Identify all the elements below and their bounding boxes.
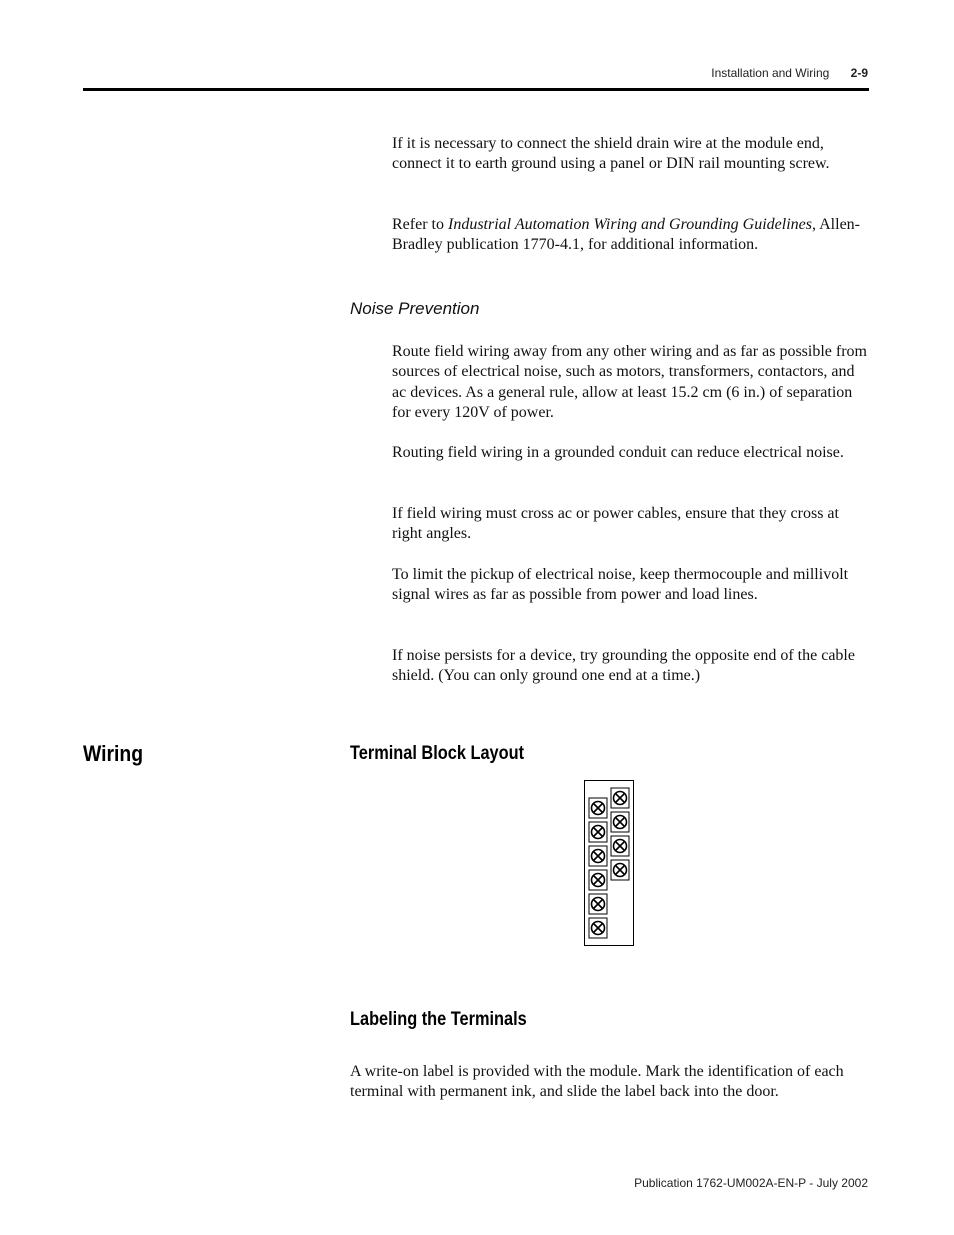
header-page-number: 2-9 (850, 66, 868, 80)
terminal-screw-left-5 (589, 894, 607, 914)
noise-paragraph-5: If noise persists for a device, try grounding the opposite end of the cable shield. (You can only ground one end at a time.) (392, 647, 855, 685)
header-section-title: Installation and Wiring (711, 66, 830, 80)
terminal-screw-right-2 (611, 812, 629, 832)
labeling-paragraph: A write-on label is provided with the module. Mark the identification of each terminal with permanent ink, and slide the label back into the door. (350, 1063, 844, 1101)
noise-paragraph-2: Routing field wiring in a grounded conduit can reduce electrical noise. (392, 444, 844, 461)
wiring-section-title: Wiring (83, 741, 144, 766)
header-rule (83, 88, 869, 91)
terminal-screw-right-1 (611, 788, 629, 808)
terminal-screw-left-4 (589, 870, 607, 890)
page-footer: Publication 1762-UM002A-EN-P - July 2002 (634, 1176, 868, 1190)
noise-paragraph-4: To limit the pickup of electrical noise, keep thermocouple and millivolt signal wires as far as possible from power and load lines. (392, 566, 849, 604)
terminal-screw-left-1 (589, 798, 607, 818)
publication-title-link: Industrial Automation Wiring and Grounding Guidelines (447, 216, 812, 233)
shield-paragraph-1: If it is necessary to connect the shield drain wire at the module end, connect it to earth ground using a panel or DIN rail mounting screw. (392, 135, 830, 173)
noise-paragraph-1: Route field wiring away from any other wiring and as far as possible from sources of electrical noise, such as motors, transformers, contactors, and ac devices. As a general rule, allow at least 15.2 cm (6 in.) of separation for every 120V of power. (392, 343, 867, 421)
terminal-screw-left-6 (589, 918, 607, 938)
terminal-block-diagram (584, 780, 634, 946)
shield-paragraph-2-prefix: Refer to (392, 216, 448, 233)
noise-paragraph-3: If field wiring must cross ac or power cables, ensure that they cross at right angles. (392, 505, 839, 543)
terminal-screw-right-3 (611, 836, 629, 856)
page-header (711, 66, 868, 80)
terminal-block-layout-heading: Terminal Block Layout (350, 743, 525, 764)
labeling-terminals-heading: Labeling the Terminals (350, 1009, 527, 1030)
terminal-screw-right-4 (611, 860, 629, 880)
shield-paragraph-2-suffix: , Allen-Bradley publication 1770-4.1, for additional information. (392, 216, 860, 254)
noise-prevention-heading: Noise Prevention (350, 299, 480, 318)
terminal-screw-left-2 (589, 822, 607, 842)
terminal-screw-left-3 (589, 846, 607, 866)
shield-paragraph-2 (392, 215, 868, 256)
